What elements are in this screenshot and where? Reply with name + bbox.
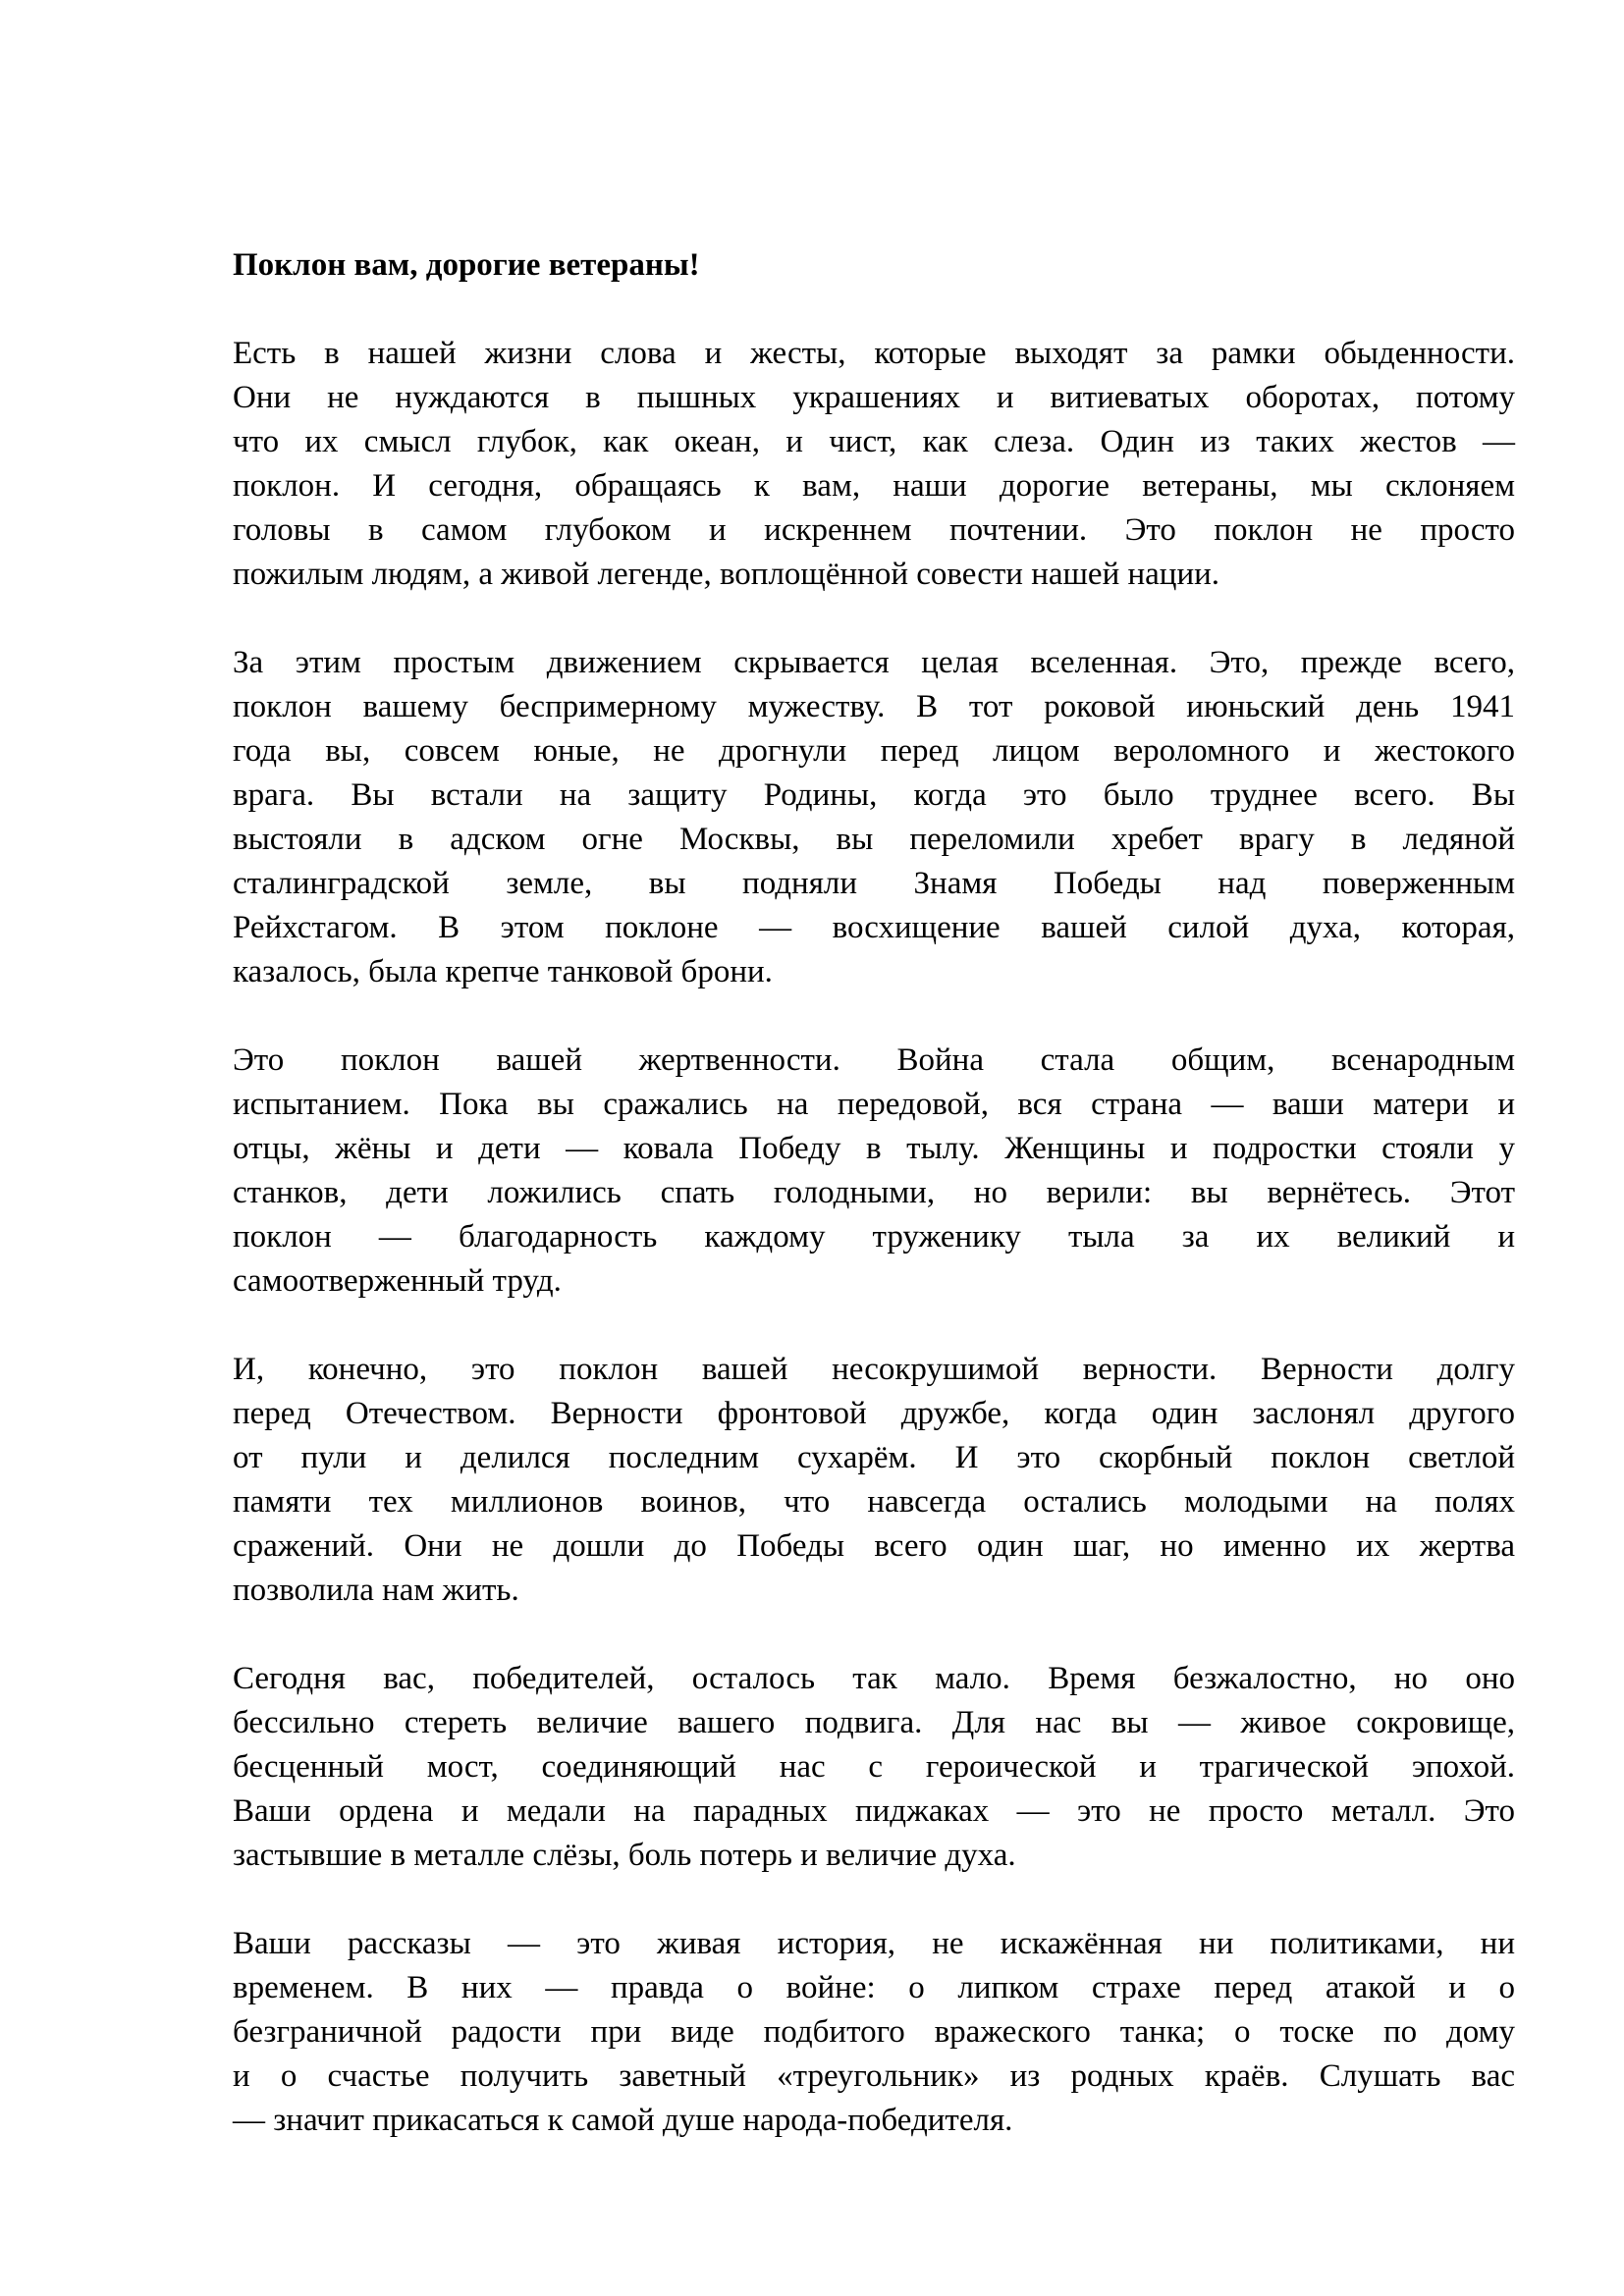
text-line: поклон. И сегодня, обращаясь к вам, наши дорогие ветераны, мы склоняем (233, 468, 1515, 504)
text-line: сражений. Они не дошли до Победы всего один шаг, но именно их жертва (233, 1528, 1515, 1564)
text-line: памяти тех миллионов воинов, что навсегда остались молодыми на полях (233, 1484, 1515, 1520)
paragraph (233, 1657, 1515, 1878)
text-line: отцы, жёны и дети — ковала Победу в тылу. Женщины и подростки стояли у (233, 1131, 1515, 1166)
text-line: Они не нуждаются в пышных украшениях и витиеватых оборотах, потому (233, 380, 1515, 415)
text-line: пожилым людям, а живой легенде, воплощённой совести нашей нации. (233, 557, 1220, 592)
paragraph (233, 641, 1515, 994)
text-line: и о счастье получить заветный «треугольник» из родных краёв. Слушать вас (233, 2058, 1515, 2094)
text-line: застывшие в металле слёзы, боль потерь и величие духа. (233, 1838, 1016, 1873)
text-line: безграничной радости при виде подбитого вражеского танка; о тоске по дому (233, 2014, 1515, 2050)
text-line: перед Отечеством. Верности фронтовой дружбе, когда один заслонял другого (233, 1396, 1515, 1431)
text-line: поклон — благодарность каждому труженику тыла за их великий и (233, 1219, 1515, 1255)
text-line: Сегодня вас, победителей, осталось так мало. Время безжалостно, но оно (233, 1661, 1515, 1696)
text-line: станков, дети ложились спать голодными, но верили: вы вернётесь. Этот (233, 1175, 1515, 1210)
text-line: испытанием. Пока вы сражались на передовой, вся страна — ваши матери и (233, 1087, 1515, 1122)
text-line: что их смысл глубок, как океан, и чист, как слеза. Один из таких жестов — (233, 424, 1515, 459)
text-line: Это поклон вашей жертвенности. Война стала общим, всенародным (233, 1042, 1515, 1078)
text-line: — значит прикасаться к самой душе народа-победителя. (233, 2103, 1013, 2138)
text-line: сталинградской земле, вы подняли Знамя Победы над поверженным (233, 866, 1515, 901)
text-line: поклон вашему беспримерному мужеству. В тот роковой июньский день 1941 (233, 689, 1515, 724)
text-line: бесценный мост, соединяющий нас с героической и трагической эпохой. (233, 1749, 1515, 1785)
paragraph (233, 1039, 1515, 1304)
text-line: Ваши ордена и медали на парадных пиджаках — это не просто металл. Это (233, 1793, 1515, 1829)
paragraph (233, 332, 1515, 597)
text-line: Есть в нашей жизни слова и жесты, которые выходят за рамки обыденности. (233, 336, 1515, 371)
text-line: Рейхстагом. В этом поклоне — восхищение вашей силой духа, которая, (233, 910, 1515, 945)
text-line: И, конечно, это поклон вашей несокрушимой верности. Верности долгу (233, 1352, 1515, 1387)
paragraph (233, 1922, 1515, 2143)
text-line: временем. В них — правда о войне: о липком страхе перед атакой и о (233, 1970, 1515, 2005)
text-line: самоотверженный труд. (233, 1263, 562, 1299)
paragraph (233, 1348, 1515, 1613)
text-line: За этим простым движением скрывается целая вселенная. Это, прежде всего, (233, 645, 1515, 680)
document-page (233, 243, 1515, 2143)
document-body (233, 332, 1515, 2143)
text-line: от пули и делился последним сухарём. И это скорбный поклон светлой (233, 1440, 1515, 1475)
text-line: казалось, была крепче танковой брони. (233, 954, 773, 989)
text-line: позволила нам жить. (233, 1573, 519, 1608)
text-line: выстояли в адском огне Москвы, вы переломили хребет врагу в ледяной (233, 822, 1515, 857)
document-title: Поклон вам, дорогие ветераны! (233, 247, 700, 283)
text-line: головы в самом глубоком и искреннем почтении. Это поклон не просто (233, 512, 1515, 548)
text-line: Ваши рассказы — это живая история, не искажённая ни политиками, ни (233, 1926, 1515, 1961)
text-line: врага. Вы встали на защиту Родины, когда это было труднее всего. Вы (233, 777, 1515, 813)
text-line: бессильно стереть величие вашего подвига. Для нас вы — живое сокровище, (233, 1705, 1515, 1740)
text-line: года вы, совсем юные, не дрогнули перед лицом вероломного и жестокого (233, 733, 1515, 769)
